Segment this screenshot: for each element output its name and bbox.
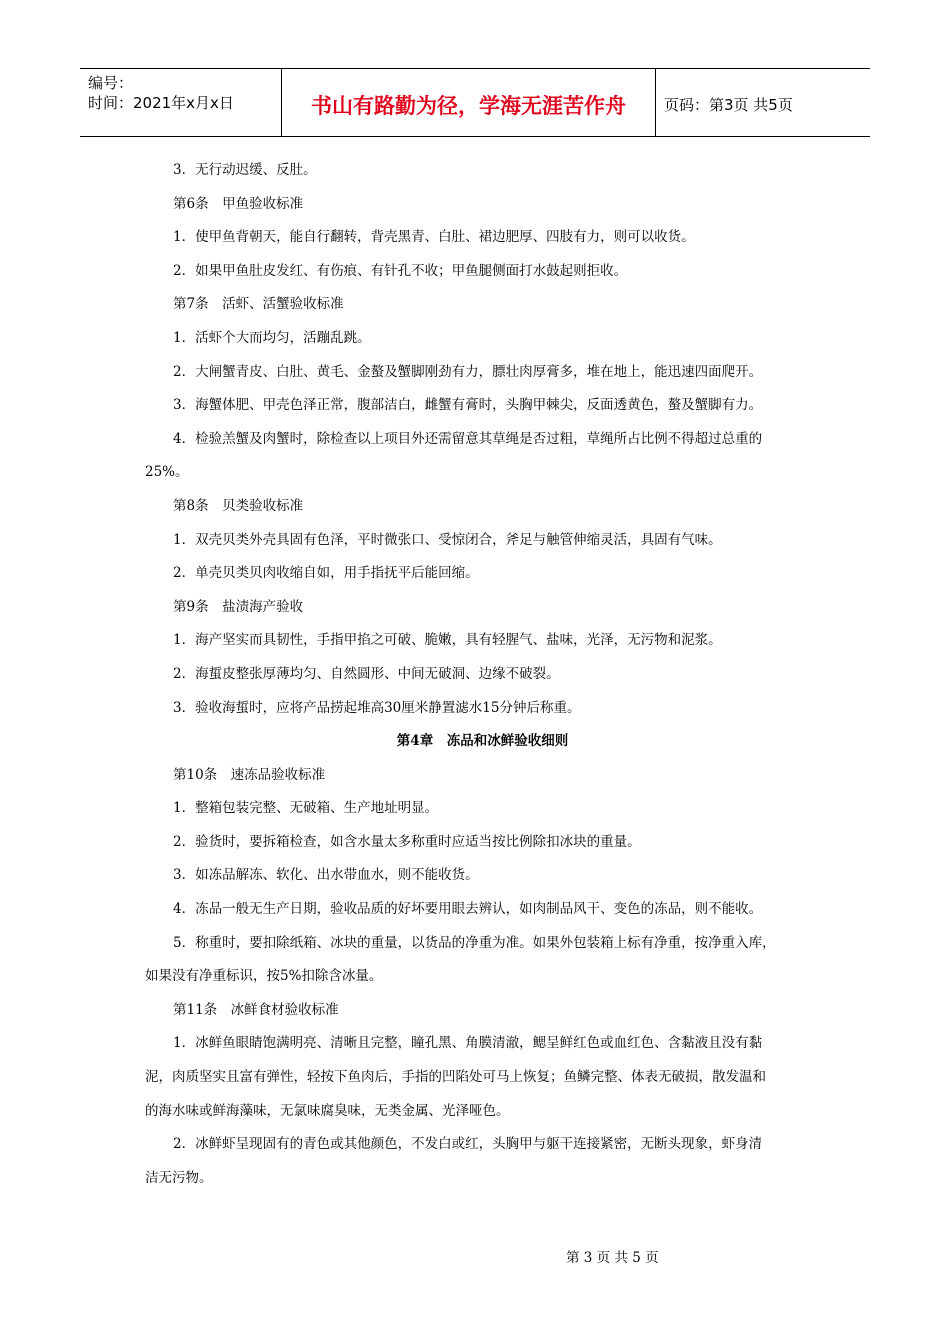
paragraph: 2．如果甲鱼肚皮发红、有伤痕、有针孔不收；甲鱼腿侧面打水鼓起则拒收。: [173, 262, 628, 279]
paragraph: 如果没有净重标识，按5%扣除含冰量。: [145, 968, 383, 985]
paragraph: 25%。: [145, 464, 189, 481]
paragraph: 第7条 活虾、活蟹验收标准: [173, 296, 344, 313]
paragraph: 2．大闸蟹青皮、白肚、黄毛、金螯及蟹脚刚劲有力，膘壮肉厚膏多，堆在地上，能迅速四面爬开。: [173, 363, 763, 380]
paragraph: 第11条 冰鲜食材验收标准: [173, 1001, 339, 1018]
paragraph: 2．验货时，要拆箱检查，如含水量太多称重时应适当按比例除扣冰块的重量。: [173, 833, 641, 850]
document-date-label: 时间：2021年x月x日: [88, 94, 234, 112]
footer-page-number: 第 3 页 共 5 页: [566, 1250, 659, 1266]
paragraph: 3．如冻品解冻、软化、出水带血水，则不能收货。: [173, 867, 479, 884]
paragraph: 泥，肉质坚实且富有弹性，轻按下鱼肉后，手指的凹陷处可马上恢复；鱼鳞完整、体表无破损，散发温和: [145, 1069, 766, 1086]
paragraph: 1．活虾个大而均匀，活蹦乱跳。: [173, 329, 371, 346]
paragraph: 第9条 盐渍海产验收: [173, 598, 304, 615]
paragraph: 3．海蟹体肥、甲壳色泽正常，腹部洁白，雌蟹有膏时，头胸甲棘尖，反面透黄色，螯及蟹脚有力。: [173, 397, 763, 414]
header-motto: 书山有路勤为径，学海无涯苦作舟: [282, 69, 656, 136]
paragraph: 洁无污物。: [145, 1169, 213, 1186]
header-page-info: 页码：第3页 共5页: [664, 96, 793, 114]
paragraph: 1．整箱包装完整、无破箱、生产地址明显。: [173, 800, 439, 817]
paragraph: 第6条 甲鱼验收标准: [173, 195, 304, 212]
chapter-heading: 第4章 冻品和冰鲜验收细则: [396, 733, 569, 750]
paragraph: 4．检验羔蟹及肉蟹时，除检查以上项目外还需留意其草绳是否过粗，草绳所占比例不得超过总重的: [173, 430, 763, 447]
paragraph: 1．双壳贝类外壳具固有色泽，平时微张口、受惊闭合，斧足与触管伸缩灵活，具固有气味。: [173, 531, 722, 548]
paragraph: 第10条 速冻品验收标准: [173, 766, 326, 783]
paragraph: 4．冻品一般无生产日期，验收品质的好坏要用眼去辨认，如肉制品风干、变色的冻品，则不能收。: [173, 901, 763, 918]
document-number-label: 编号：: [88, 74, 134, 92]
paragraph: 2．单壳贝类贝肉收缩自如，用手指抚平后能回缩。: [173, 565, 479, 582]
paragraph: 3．验收海蜇时，应将产品捞起堆高30厘米静置滤水15分钟后称重。: [173, 699, 581, 716]
document-body: [145, 154, 820, 1195]
paragraph: 2．冰鲜虾呈现固有的青色或其他颜色，不发白或红，头胸甲与躯干连接紧密，无断头现象，虾身清: [173, 1136, 763, 1153]
paragraph: 1．冰鲜鱼眼睛饱满明亮、清晰且完整，瞳孔黑、角膜清澈，鳃呈鲜红色或血红色、含黏液且没有黏: [173, 1035, 763, 1052]
paragraph: 第8条 贝类验收标准: [173, 497, 304, 514]
paragraph: 1．使甲鱼背朝天，能自行翻转，背壳黑青、白肚、裙边肥厚、四肢有力，则可以收货。: [173, 229, 695, 246]
paragraph: 1．海产坚实而具韧性，手指甲掐之可破、脆嫩，具有轻腥气、盐味，光泽，无污物和泥浆。: [173, 632, 722, 649]
paragraph: 3．无行动迟缓、反肚。: [173, 162, 317, 178]
page-header: [80, 68, 870, 137]
paragraph: 5．称重时，要扣除纸箱、冰块的重量，以货品的净重为准。如果外包装箱上标有净重，按净重入库，: [173, 934, 776, 951]
header-meta: [80, 69, 282, 136]
paragraph: 的海水味或鲜海藻味，无氯味腐臭味，无类金属、光泽哑色。: [145, 1102, 510, 1119]
paragraph: 2．海蜇皮整张厚薄均匀、自然圆形、中间无破洞、边缘不破裂。: [173, 665, 560, 682]
